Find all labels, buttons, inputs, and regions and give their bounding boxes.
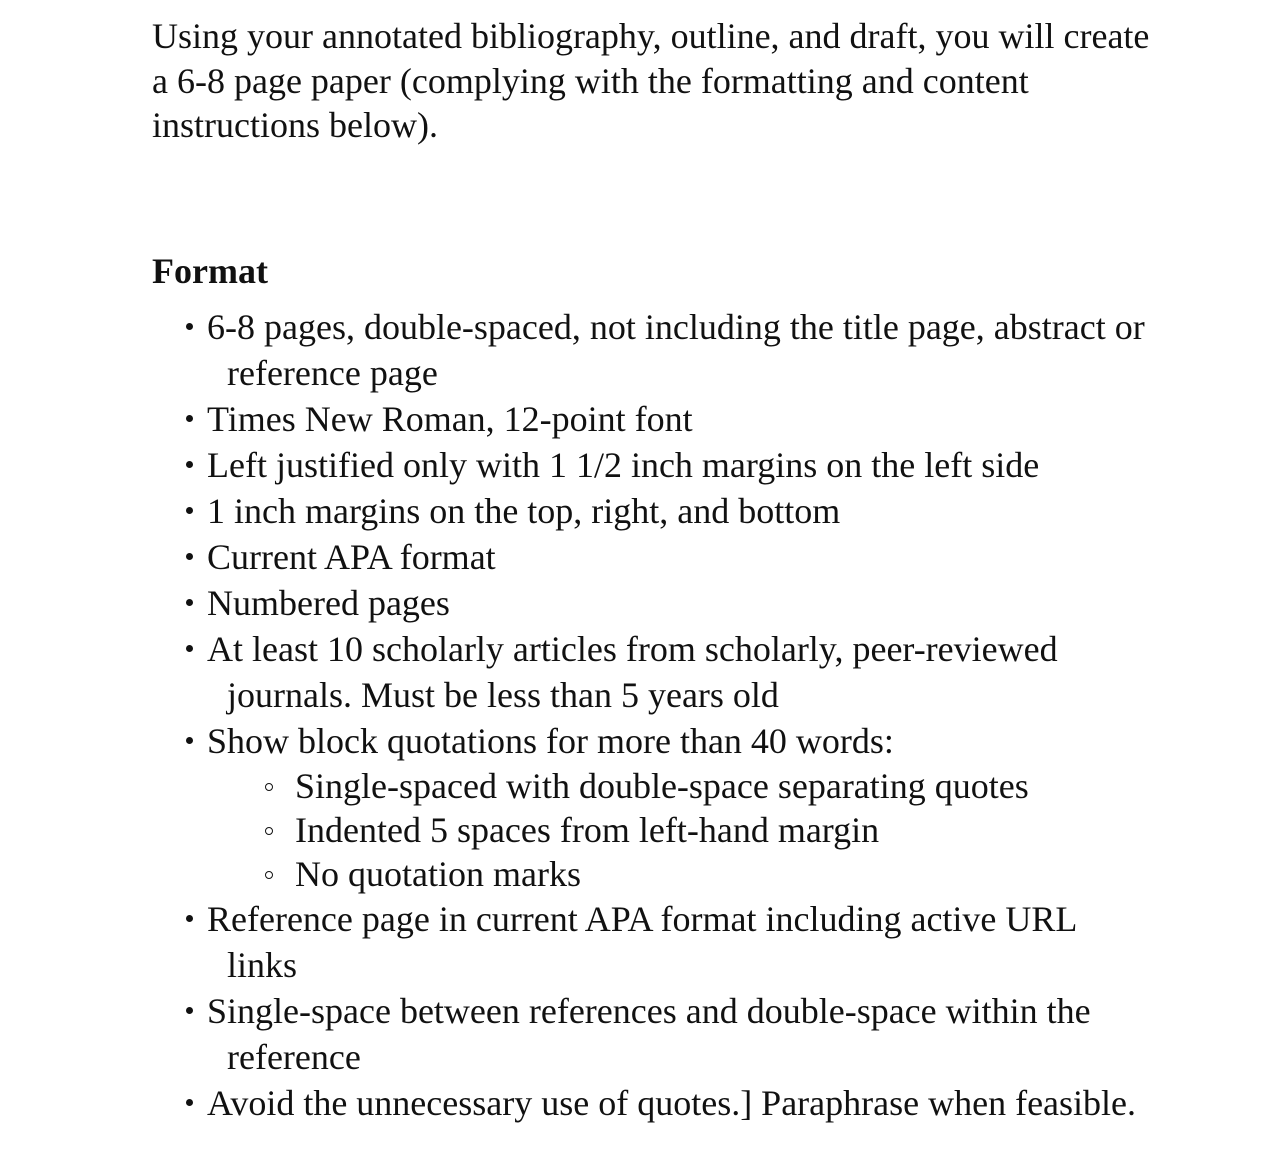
- bullet-icon: [186, 1099, 193, 1106]
- bullet-icon: [186, 323, 193, 330]
- list-item-text: Current APA format: [207, 537, 496, 577]
- list-item-text: Left justified only with 1 1/2 inch margins on the left side: [207, 445, 1040, 485]
- list-item-text: At least 10 scholarly articles from scholarly, peer-reviewed journals. Must be less than 5 years old: [207, 629, 1058, 715]
- list-item: [152, 534, 1152, 580]
- bullet-icon: [186, 737, 193, 744]
- sublist-item-text: Indented 5 spaces from left-hand margin: [295, 810, 880, 850]
- list-item-text: Reference page in current APA format including active URL links: [207, 899, 1077, 985]
- list-item-text: Times New Roman, 12-point font: [207, 399, 693, 439]
- block-quote-sublist: [207, 764, 1152, 896]
- sublist-item: [207, 852, 1152, 896]
- list-item-text: Numbered pages: [207, 583, 450, 623]
- list-item: [152, 396, 1152, 442]
- list-item: [152, 442, 1152, 488]
- list-item-text: Single-space between references and double-space within the reference: [207, 991, 1091, 1077]
- list-item-text: 6-8 pages, double-spaced, not including the title page, abstract or reference page: [207, 307, 1145, 393]
- list-item-text: 1 inch margins on the top, right, and bottom: [207, 491, 841, 531]
- list-item: [152, 1080, 1152, 1126]
- sublist-item-text: Single-spaced with double-space separating quotes: [295, 766, 1029, 806]
- list-item: [152, 626, 1152, 718]
- list-item-text: Avoid the unnecessary use of quotes.] Paraphrase when feasible.: [207, 1083, 1137, 1123]
- hollow-bullet-icon: [265, 783, 273, 791]
- list-item: [152, 488, 1152, 534]
- list-item-text: Show block quotations for more than 40 words:: [207, 721, 894, 761]
- hollow-bullet-icon: [265, 871, 273, 879]
- bullet-icon: [186, 553, 193, 560]
- list-item: [152, 988, 1152, 1080]
- bullet-icon: [186, 645, 193, 652]
- bullet-icon: [186, 915, 193, 922]
- list-item: [152, 718, 1152, 896]
- list-item: [152, 304, 1152, 396]
- hollow-bullet-icon: [265, 827, 273, 835]
- document-page: [152, 14, 1152, 1123]
- sublist-item: [207, 808, 1152, 852]
- bullet-icon: [186, 461, 193, 468]
- bullet-icon: [186, 507, 193, 514]
- format-heading: Format: [152, 251, 268, 291]
- bullet-icon: [186, 415, 193, 422]
- bullet-icon: [186, 599, 193, 606]
- sublist-item-text: No quotation marks: [295, 854, 581, 894]
- sublist-item: [207, 764, 1152, 808]
- list-item: [152, 896, 1152, 988]
- bullet-icon: [186, 1007, 193, 1014]
- format-list: [152, 304, 1152, 1126]
- list-item: [152, 580, 1152, 626]
- intro-paragraph: Using your annotated bibliography, outline, and draft, you will create a 6-8 page paper (complying with the formatting and content instructions below).: [152, 16, 1150, 145]
